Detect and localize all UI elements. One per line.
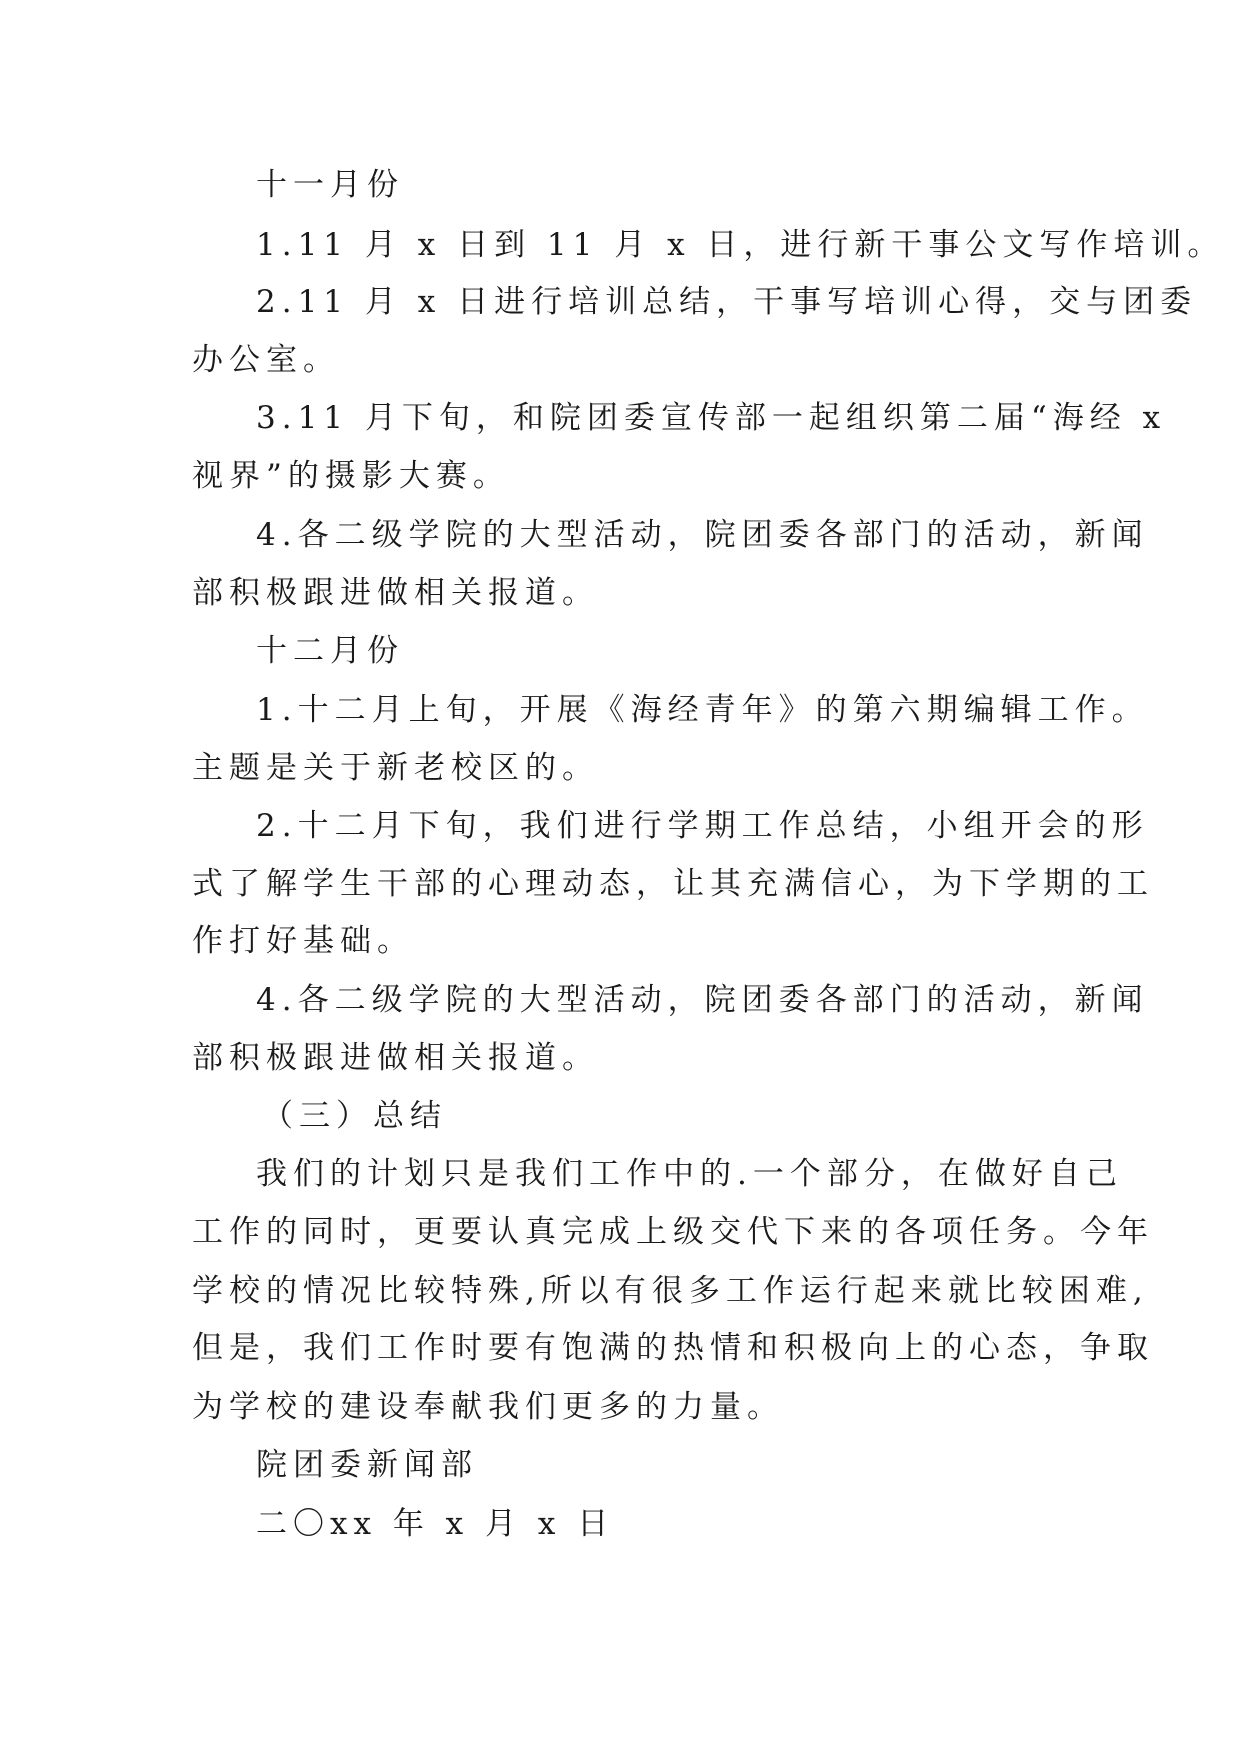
- paragraph-line: 部积极跟进做相关报道。: [192, 1040, 599, 1076]
- paragraph-line: 视界”的摄影大赛。: [192, 458, 510, 494]
- paragraph-line: 学校的情况比较特殊,所以有很多工作运行起来就比较困难,: [192, 1273, 1149, 1309]
- heading-december: 十二月份: [256, 633, 404, 669]
- paragraph-line: 作打好基础。: [192, 923, 414, 959]
- paragraph-line: 工作的同时，更要认真完成上级交代下来的各项任务。今年: [192, 1214, 1154, 1250]
- paragraph-line: 2.十二月下旬，我们进行学期工作总结，小组开会的形: [256, 808, 1149, 844]
- paragraph-line: 部积极跟进做相关报道。: [192, 575, 599, 611]
- paragraph-line: 我们的计划只是我们工作中的.一个部分，在做好自己: [256, 1156, 1123, 1192]
- paragraph-line: 4.各二级学院的大型活动，院团委各部门的活动，新闻: [256, 982, 1149, 1018]
- paragraph-line: 3.11 月下旬，和院团委宣传部一起组织第二届“海经 x: [256, 400, 1167, 436]
- paragraph-line: 为学校的建设奉献我们更多的力量。: [192, 1389, 784, 1425]
- signature-department: 院团委新闻部: [256, 1447, 478, 1483]
- heading-november: 十一月份: [256, 167, 404, 203]
- paragraph-line: 主题是关于新老校区的。: [192, 750, 599, 786]
- paragraph-line: 1.11 月 x 日到 11 月 x 日，进行新干事公文写作培训。: [256, 227, 1225, 263]
- paragraph-line: 办公室。: [192, 342, 340, 378]
- paragraph-line: 式了解学生干部的心理动态，让其充满信心，为下学期的工: [192, 866, 1154, 902]
- paragraph-line: 2.11 月 x 日进行培训总结，干事写培训心得，交与团委: [256, 284, 1198, 320]
- paragraph-line: 1.十二月上旬，开展《海经青年》的第六期编辑工作。: [256, 692, 1149, 728]
- paragraph-line: 4.各二级学院的大型活动，院团委各部门的活动，新闻: [256, 517, 1149, 553]
- paragraph-line: 但是，我们工作时要有饱满的热情和积极向上的心态，争取: [192, 1330, 1154, 1366]
- signature-date: 二〇xx 年 x 月 x 日: [256, 1506, 615, 1542]
- section-heading-summary: （三）总结: [262, 1098, 447, 1134]
